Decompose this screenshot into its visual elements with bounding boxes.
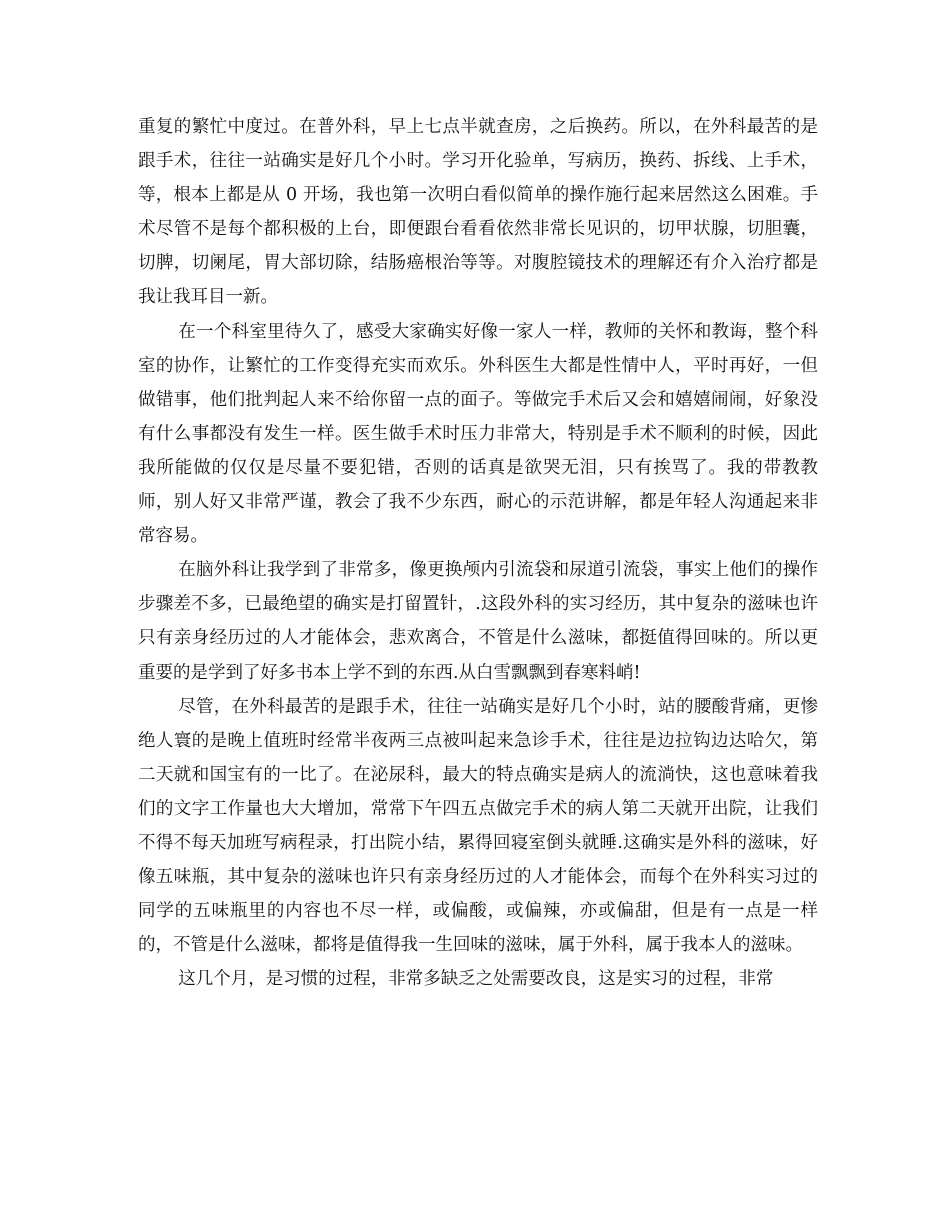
paragraph-3: 在脑外科让我学到了非常多，像更换颅内引流袋和尿道引流袋，事实上他们的操作步骤差不多，已最绝望的确实是打留置针，.这段外科的实习经历，其中复杂的滋味也许只有亲身经历过的人才能体会，悲欢离合，不管是什么滋味，都挺值得回味的。所以更重要的是学到了好多书本上学不到的东西.从白雪飘飘到春寒料峭! — [138, 560, 818, 683]
paragraph-1: 重复的繁忙中度过。在普外科，早上七点半就查房，之后换药。所以，在外科最苦的是跟手术，往往一站确实是好几个小时。学习开化验单，写病历，换药、拆线、上手术，等，根本上都是从 0 开场，我也第一次明白看似简单的操作施行起来居然这么困难。手术尽管不是每个都积极的上台，即便跟台看看依然非常长见识的，切甲状腺，切胆囊，切脾，切阑尾，胃大部切除，结肠癌根治等等。对腹腔镜技术的理解还有介入治疗都是我让我耳目一新。 — [138, 117, 818, 308]
paragraph-5: 这几个月，是习惯的过程，非常多缺乏之处需要改良，这是实习的过程，非常 — [178, 969, 774, 990]
paragraph-2: 在一个科室里待久了，感受大家确实好像一家人一样，教师的关怀和教诲，整个科室的协作，让繁忙的工作变得充实而欢乐。外科医生大都是性情中人，平时再好，一但做错事，他们批判起人来不给你留一点的面子。等做完手术后又会和嬉嬉闹闹，好象没有什么事都没有发生一样。医生做手术时压力非常大，特别是手术不顺利的时候，因此我所能做的仅仅是尽量不要犯错，否则的话真是欲哭无泪，只有挨骂了。我的带教教师，别人好又非常严谨，教会了我不少东西，耐心的示范讲解，都是年轻人沟通起来非常容易。 — [138, 321, 818, 547]
document-page — [138, 110, 818, 996]
paragraph-4: 尽管，在外科最苦的是跟手术，往往一站确实是好几个小时，站的腰酸背痛，更惨绝人寰的是晚上值班时经常半夜两三点被叫起来急诊手术，往往是边拉钩边达哈欠，第二天就和国宝有的一比了。在泌尿科，最大的特点确实是病人的流淌快，这也意味着我们的文字工作量也大大增加，常常下午四五点做完手术的病人第二天就开出院，让我们不得不每天加班写病程录，打出院小结，累得回寝室倒头就睡.这确实是外科的滋味，好像五味瓶，其中复杂的滋味也许只有亲身经历过的人才能体会，而每个在外科实习过的同学的五味瓶里的内容也不尽一样，或偏酸，或偏辣，亦或偏甜，但是有一点是一样的，不管是什么滋味，都将是值得我一生回味的滋味，属于外科，属于我本人的滋味。 — [138, 696, 818, 956]
